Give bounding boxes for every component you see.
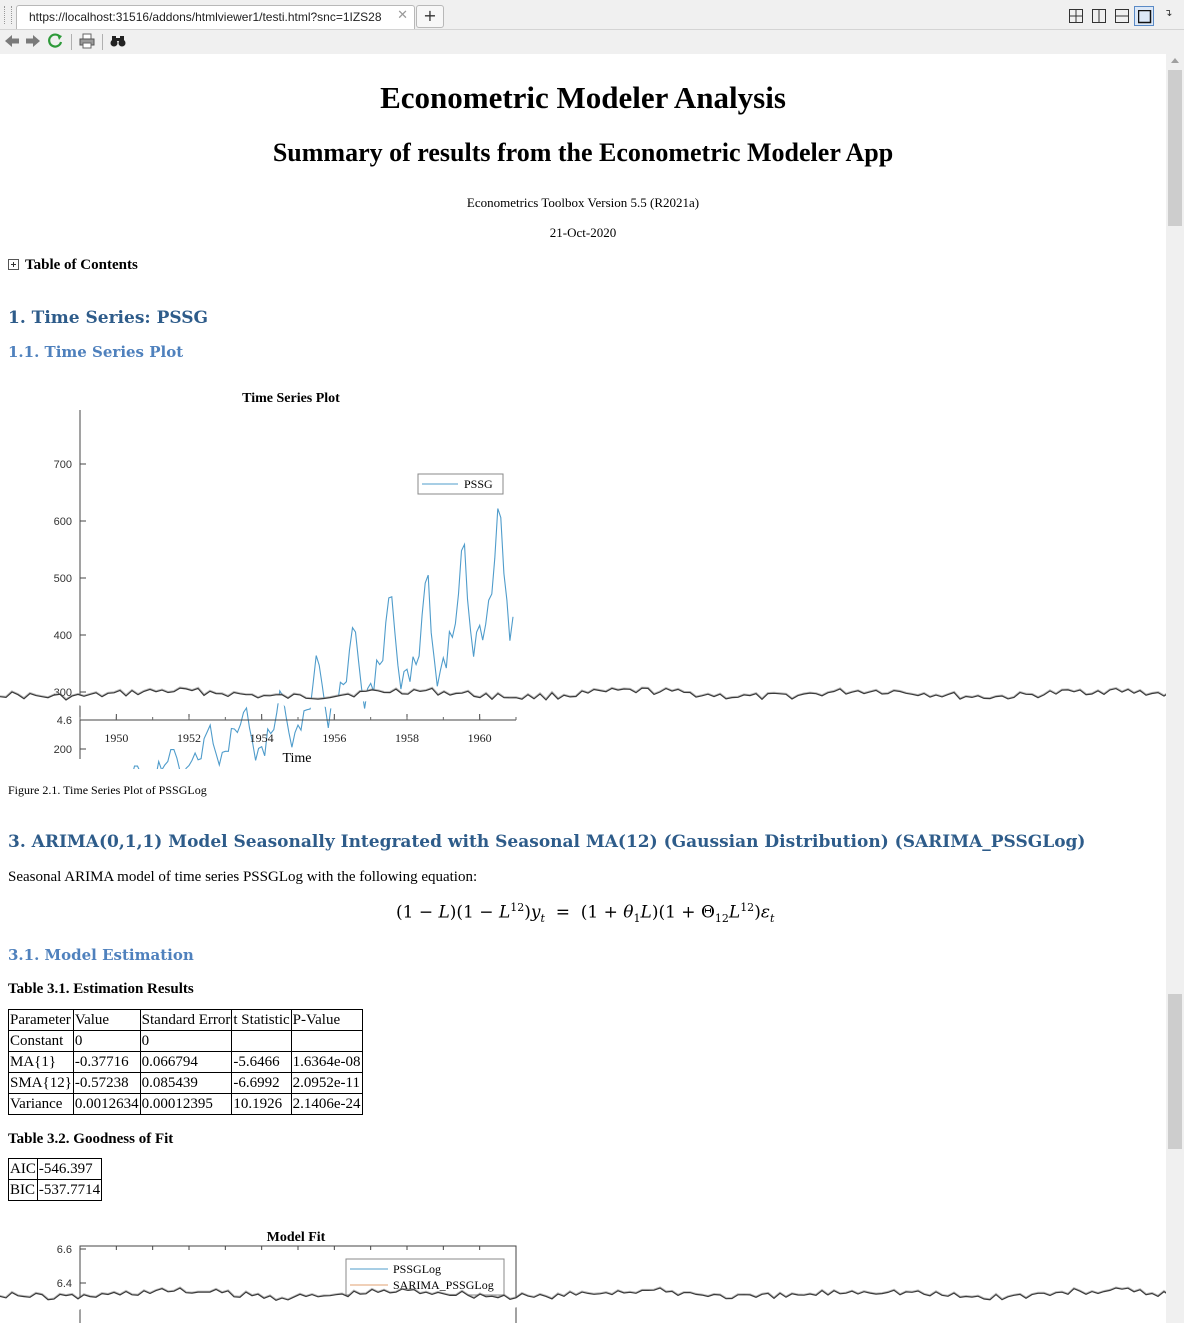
table-cell: -0.57238: [73, 1073, 140, 1094]
y-tick-label-lower: 4.6: [56, 715, 72, 727]
table-row: [9, 1159, 102, 1180]
table-title-estimation: Table 3.1. Estimation Results: [8, 981, 194, 997]
tab-url: https://localhost:31516/addons/htmlviewer1/testi.html?snc=1IZS28: [29, 10, 382, 24]
y-tick-label: 700: [53, 459, 72, 471]
legend-label-pssglog: PSSGLog: [393, 1262, 442, 1276]
table-cell: 0.0012634: [73, 1094, 140, 1115]
scroll-up-arrow-icon[interactable]: [1171, 58, 1179, 63]
tear-gap: [0, 1288, 1182, 1312]
y-tick-label: 200: [53, 744, 72, 756]
x-tick-label: 1950: [104, 731, 129, 745]
x-axis-label: Time: [282, 751, 312, 766]
table-cell: -537.7714: [37, 1180, 101, 1201]
table-row: [9, 1031, 363, 1052]
tile-horizontal-icon[interactable]: [1112, 6, 1132, 26]
table-cell: 0.066794: [140, 1052, 232, 1073]
y-tick-label: 500: [53, 573, 72, 585]
table-cell: -546.397: [37, 1159, 101, 1180]
table-cell: 0: [140, 1031, 232, 1052]
goodness-of-fit-table: [8, 1158, 102, 1201]
table-row: [9, 1052, 363, 1073]
toolbar-separator: [71, 34, 72, 50]
x-axis-ticks: [80, 714, 516, 745]
single-view-icon[interactable]: [1134, 6, 1154, 26]
y-tick-label: 400: [53, 630, 72, 642]
document-viewport: [0, 54, 1166, 1323]
x-tick-label: 1956: [322, 731, 347, 745]
report-date: 21-Oct-2020: [549, 225, 617, 240]
table-cell: Constant: [9, 1031, 74, 1052]
table-cell: 10.1926: [232, 1094, 291, 1115]
new-tab-button[interactable]: +: [416, 5, 444, 28]
top-axis-ticks: [80, 1246, 516, 1250]
table-cell: BIC: [9, 1180, 38, 1201]
table-cell: AIC: [9, 1159, 38, 1180]
overflow-chevron-icon[interactable]: ↴: [1164, 8, 1173, 19]
model-equation: $(1 - L)(1 - L^{12})y_t = (1 + \theta_1L)(1 + \Theta_{12}L^{12})\varepsilon_t$: [396, 901, 775, 926]
toolbar-separator: [102, 34, 103, 50]
table-cell: -0.37716: [73, 1052, 140, 1073]
find-binoculars-icon[interactable]: [109, 32, 129, 52]
scrollbar-thumb[interactable]: [1168, 70, 1182, 226]
page-title: Econometric Modeler Analysis: [380, 80, 786, 115]
table-cell: [232, 1031, 291, 1052]
legend-label-sarima: SARIMA_PSSGLog: [393, 1278, 494, 1292]
table-cell: MA{1}: [9, 1052, 74, 1073]
table-cell: 1.6364e-08: [291, 1052, 362, 1073]
table-title-goodness-of-fit: Table 3.2. Goodness of Fit: [8, 1131, 174, 1147]
torn-page-edge: [0, 1282, 1184, 1327]
table-row: [9, 1094, 363, 1115]
table-cell: [291, 1031, 362, 1052]
estimation-results-table: [8, 1009, 363, 1115]
toolbox-version: Econometrics Toolbox Version 5.5 (R2021a): [466, 195, 700, 210]
print-icon[interactable]: [78, 32, 98, 52]
table-cell: -6.6992: [232, 1073, 291, 1094]
page-subtitle: Summary of results from the Econometric Modeler App: [272, 138, 894, 167]
refresh-icon[interactable]: [46, 32, 66, 52]
subsection-heading-model-estimation: 3.1. Model Estimation: [8, 946, 194, 964]
forward-arrow-icon[interactable]: [24, 32, 44, 52]
browser-toolbar: [0, 30, 1184, 54]
browser-tab[interactable]: [16, 5, 415, 29]
time-series-plot-axis: [0, 708, 560, 768]
table-cell: 0: [73, 1031, 140, 1052]
chart-title: Time Series Plot: [242, 391, 340, 406]
tab-close-icon[interactable]: ✕: [397, 8, 408, 23]
back-arrow-icon[interactable]: [3, 32, 23, 52]
column-header: t Statistic: [232, 1010, 291, 1031]
x-tick-label: 1952: [177, 731, 201, 745]
y-tick-label: 600: [53, 516, 72, 528]
column-header: Parameter: [9, 1010, 74, 1031]
tile-vertical-icon[interactable]: [1089, 6, 1109, 26]
x-tick-label: 1954: [249, 731, 274, 745]
browser-tab-bar: [0, 0, 1184, 30]
toc-label: Table of Contents: [25, 257, 138, 273]
table-cell: Variance: [9, 1094, 74, 1115]
tab-bar-grip[interactable]: [4, 6, 12, 24]
table-cell: 2.0952e-11: [291, 1073, 362, 1094]
table-row: [9, 1073, 363, 1094]
model-description: Seasonal ARIMA model of time series PSSGLog with the following equation:: [8, 869, 478, 885]
y-tick-label: 6.6: [56, 1244, 72, 1256]
x-tick-label: 1960: [467, 731, 492, 745]
y-tick-label: 6.4: [56, 1278, 72, 1290]
chart-title: Model Fit: [266, 1230, 326, 1245]
expand-plus-icon[interactable]: [8, 259, 19, 270]
column-header: Value: [73, 1010, 140, 1031]
table-cell: 2.1406e-24: [291, 1094, 362, 1115]
column-header: P-Value: [291, 1010, 362, 1031]
table-cell: 0.085439: [140, 1073, 232, 1094]
column-header: Standard Error: [140, 1010, 232, 1031]
section-heading-time-series: 1. Time Series: PSSG: [8, 308, 209, 328]
table-of-contents-toggle[interactable]: [8, 257, 138, 274]
y-tick-label: 300: [53, 687, 72, 699]
table-cell: SMA{12}: [9, 1073, 74, 1094]
figure-caption: Figure 2.1. Time Series Plot of PSSGLog: [8, 783, 207, 797]
table-header-row: [9, 1010, 363, 1031]
vertical-scrollbar[interactable]: [1166, 54, 1184, 1323]
table-cell: -5.6466: [232, 1052, 291, 1073]
x-tick-label: 1958: [395, 731, 419, 745]
table-cell: 0.00012395: [140, 1094, 232, 1115]
table-row: [9, 1180, 102, 1201]
legend-label-pssg: PSSG: [464, 477, 493, 491]
section-heading-arima: 3. ARIMA(0,1,1) Model Seasonally Integrated with Seasonal MA(12) (Gaussian Distribution) (SARIMA_PSSGLog): [8, 832, 1086, 852]
tile-grid-icon[interactable]: [1066, 6, 1086, 26]
scrollbar-thumb[interactable]: [1168, 994, 1182, 1149]
subsection-heading-time-series-plot: 1.1. Time Series Plot: [8, 343, 184, 361]
